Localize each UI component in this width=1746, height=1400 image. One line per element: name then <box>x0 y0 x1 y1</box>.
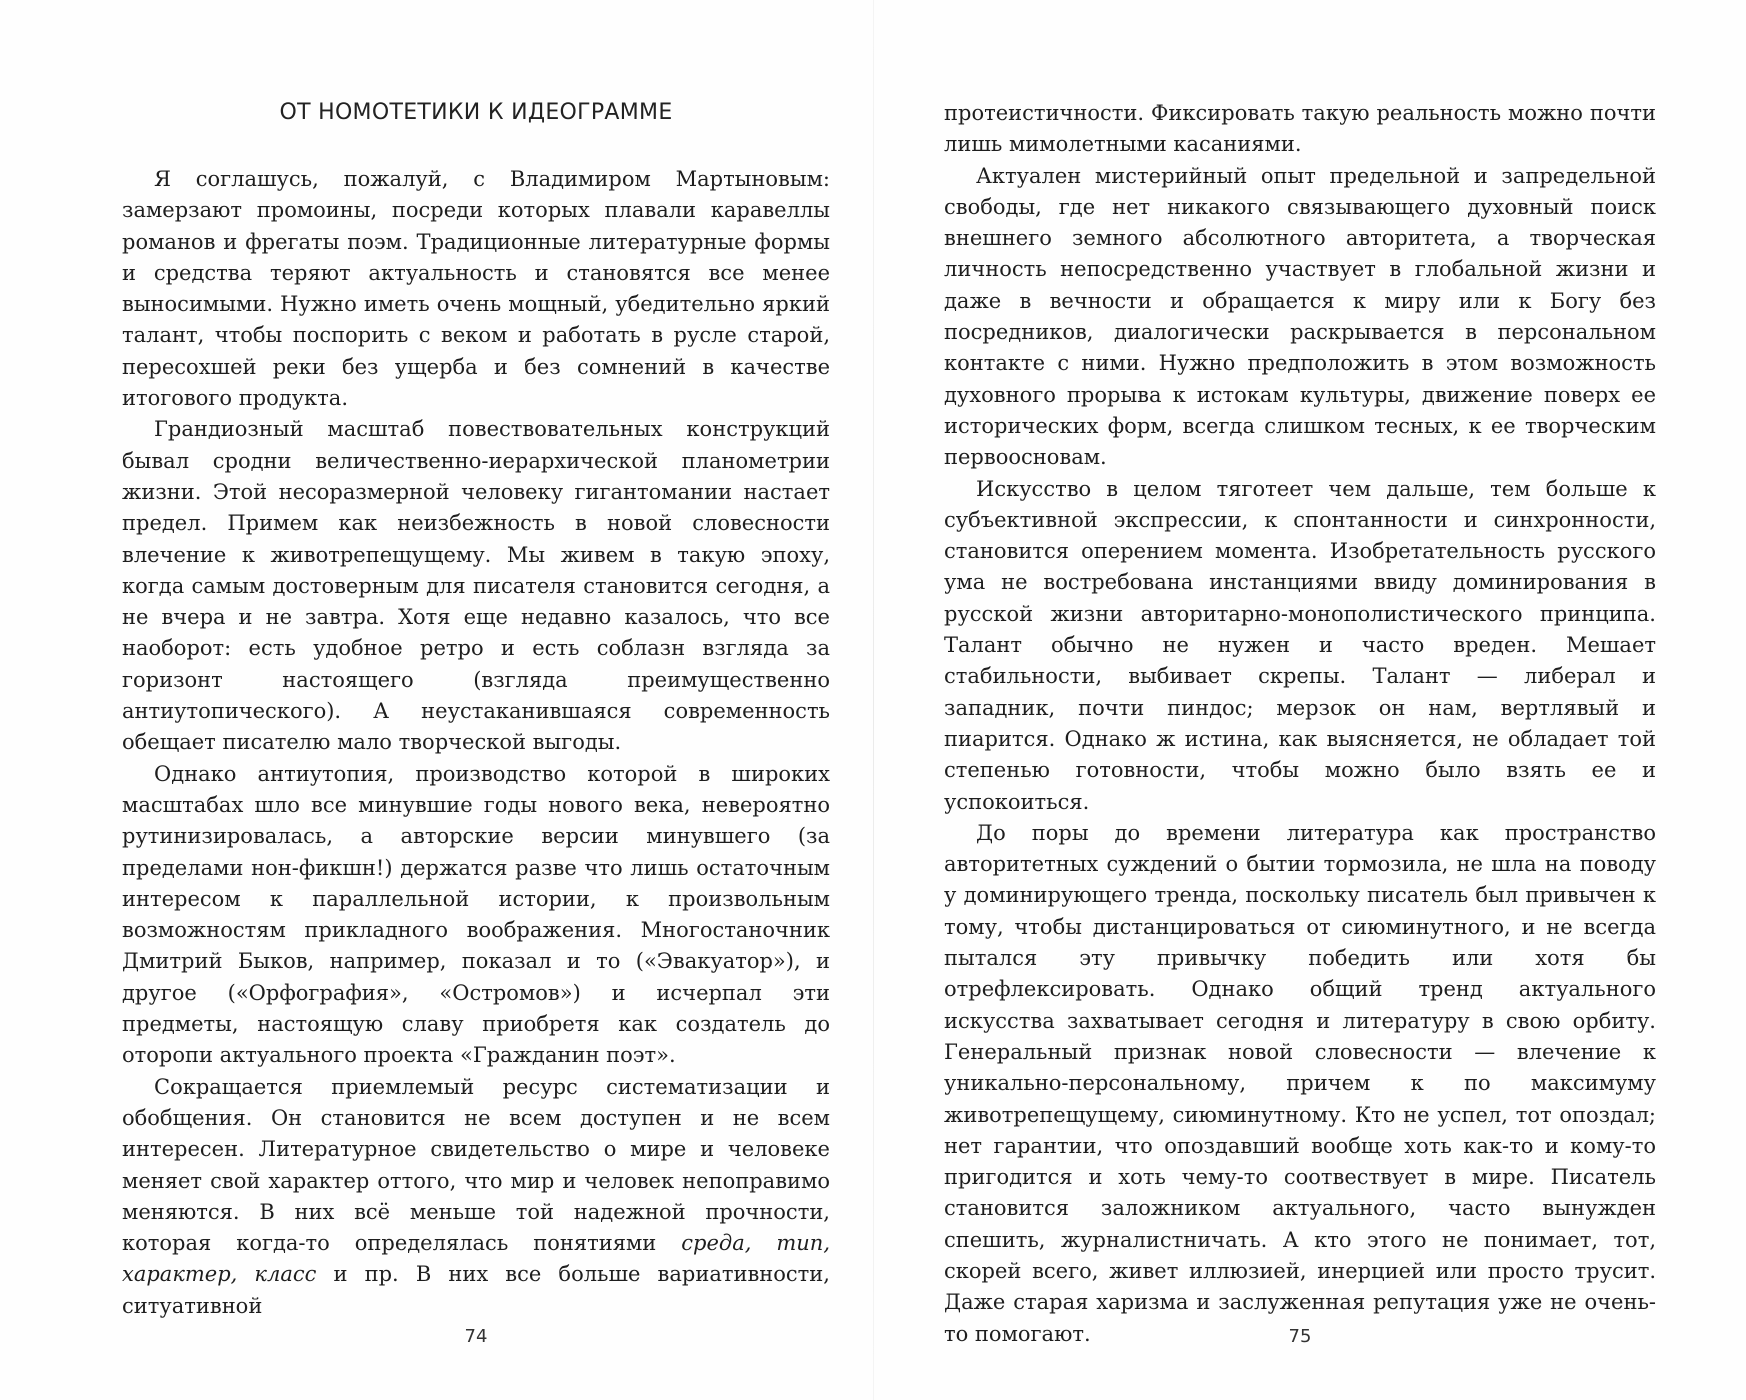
running-head: ОТ НОМОТЕТИКИ К ИДЕОГРАММЕ <box>279 100 673 125</box>
paragraph: Я соглашусь, пожалуй, с Владимиром Мартыновым: замерзают промоины, посреди которых плавали каравеллы романов и фрегаты поэм. Традиционные литературные формы и средства теряют актуальность и становятся все менее выносимыми. Нужно иметь очень мощный, убедительно яркий талант, чтобы поспорить с веком и работать в русле старой, пересохшей реки без ущерба и без сомнений в качестве итогового продукта. <box>122 167 830 411</box>
paragraph-continuation: протеистичности. Фиксировать такую реальность можно почти лишь мимолетными касаниями. <box>944 101 1656 157</box>
paragraph: До поры до времени литература как пространство авторитетных суждений о бытии тормозила, не шла на поводу у доминирующего тренда, поскольку писатель был привычен к тому, чтобы дистанцироваться от сиюминутного, и не всегда пытался эту привычку победить или хотя бы отрефлексировать. Однако общий тренд актуального искусства захватывает сегодня и литературу в свою орбиту. Генеральный признак новой словесности — влечение к уникально-персональному, причем к по максимуму животрепещущему, сиюминутному. Кто не успел, тот опоздал; нет гарантии, что опоздавший вообще хоть как-то и кому-то пригодится и хоть чему-то соотвествует в мире. Писатель становится заложником актуального, часто вынужден спешить, журналистничать. А кто этого не понимает, тот, скорей всего, живет иллюзией, инерцией или просто трусит. Даже старая харизма и заслуженная репутация уже не очень-то помогают. <box>944 820 1656 1346</box>
page-number: 75 <box>1288 1326 1312 1347</box>
paragraph-text: Сокращается приемлемый ресурс систематизации и обобщения. Он становится не всем доступен и не всем интересен. Литературное свидетельство о мире и человеке меняет свой характер оттого, что мир и человек непоправимо меняются. В них всё меньше той надежной прочности, которая когда-то определялась понятиями <box>122 1074 830 1256</box>
paragraph: Грандиозный масштаб повествовательных конструкций бывал сродни величественно-иерархической планометрии жизни. Этой несоразмерной человеку гигантомании настает предел. Примем как неизбежность в новой словесности влечение к животрепещущему. Мы живем в такую эпоху, когда самым достоверным для писателя становится сегодня, а не вчера и не завтра. Хотя еще недавно казалось, что все наоборот: есть удобное ретро и есть соблазн взгляда за горизонт настоящего (взгляда преимущественно антиутопического). А неустаканившаяся современность обещает писателю мало творческой выгоды. <box>122 417 830 755</box>
paragraph <box>122 1072 830 1322</box>
paragraph: Искусство в целом тяготеет чем дальше, тем больше к субъективной экспрессии, к спонтанности и синхронности, становится оперением момента. Изобретательность русского ума не востребована инстанциями ввиду доминирования в русской жизни авторитарно-монополистического принципа. Талант обычно не нужен и часто вреден. Мешает стабильности, выбивает скрепы. Талант — либерал и западник, почти пиндос; мерзок он нам, вертлявый и пиарится. Однако ж истина, как выясняется, не обладает той степенью готовности, чтобы можно было взять ее и успокоиться. <box>944 476 1656 814</box>
left-page-text <box>122 164 830 1322</box>
page-number: 74 <box>464 1326 488 1347</box>
right-page-text <box>944 98 1656 1350</box>
left-page <box>122 0 830 1400</box>
paragraph-tail: и пр. В них все больше вариативности, ситуативной <box>122 1262 830 1318</box>
book-gutter <box>873 0 874 1400</box>
right-page <box>944 0 1656 1400</box>
paragraph: Актуален мистерийный опыт предельной и запредельной свободы, где нет никакого связывающего духовный поиск внешнего земного абсолютного авторитета, а творческая личность непосредственно участвует в глобальной жизни и даже в вечности и обращается к миру или к Богу без посредников, диалогически раскрывается в персональном контакте с ними. Нужно предположить в этом возможность духовного прорыва к истокам культуры, движение поверх ее исторических форм, всегда слишком тесных, к ее творческим первоосновам. <box>944 163 1656 470</box>
italic-terms: среда, тип, характер, класс <box>122 1231 831 1287</box>
paragraph: Однако антиутопия, производство которой в широких масштабах шло все минувшие годы нового века, невероятно рутинизировалась, а авторские версии минувшего (за пределами нон-фикшн!) держатся разве что лишь остаточным интересом к параллельной истории, к произвольным возможностям прикладного воображения. Многостаночник Дмитрий Быков, например, показал и то («Эвакуатор»), и другое («Орфография», «Остромов») и исчерпал эти предметы, настоящую славу приобретя как создатель до оторопи актуального проекта «Гражданин поэт». <box>122 761 830 1068</box>
